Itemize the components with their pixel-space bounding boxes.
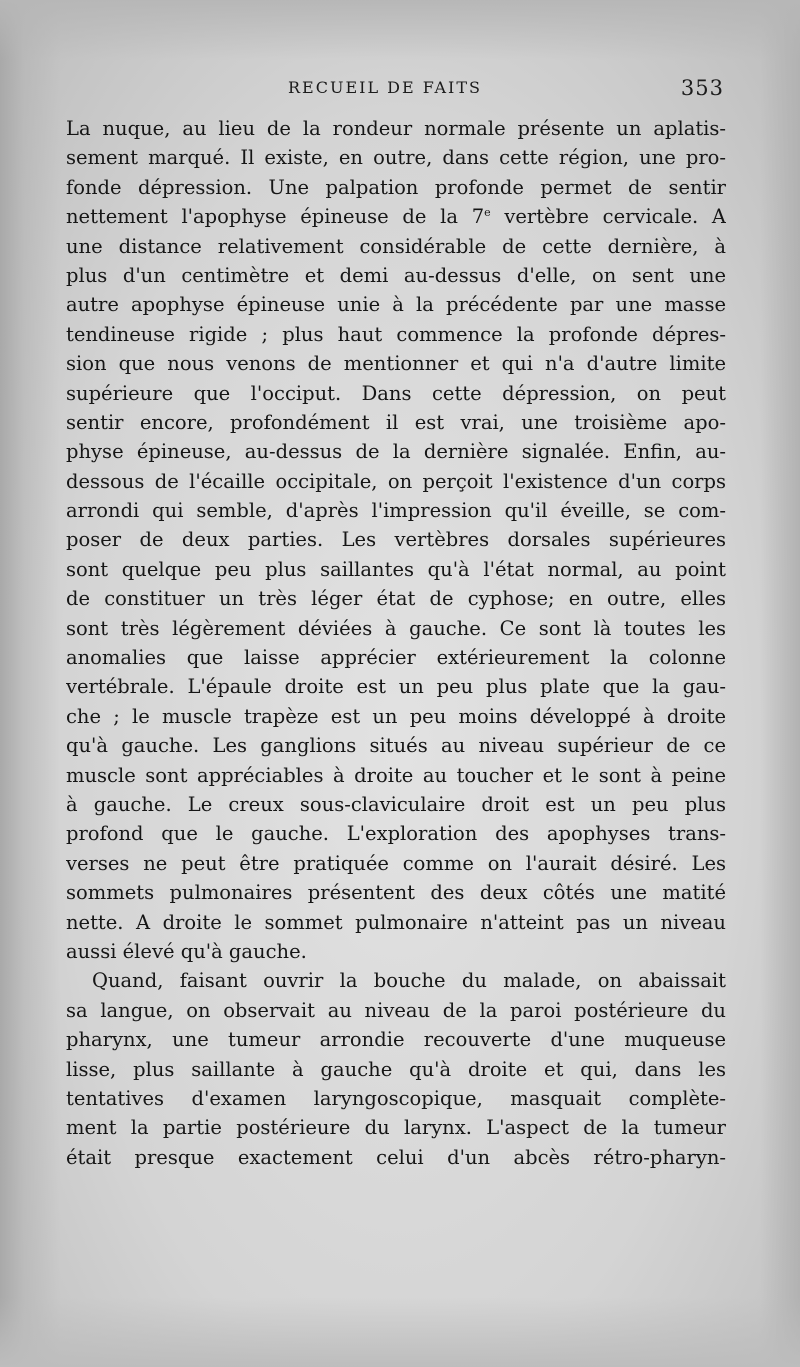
text-line: che ; le muscle trapèze est un peu moins développé à droite xyxy=(66,704,726,728)
text-line: sentir encore, profondément il est vrai, une troisième apo- xyxy=(66,410,726,434)
running-title: RECUEIL DE FAITS xyxy=(288,78,482,97)
text-line: physe épineuse, au-dessus de la dernière signalée. Enfin, au- xyxy=(66,440,726,464)
text-line: sont très légèrement déviées à gauche. Ce sont là toutes les xyxy=(66,616,726,640)
page-shadow-left xyxy=(0,0,60,1367)
text-line: sont quelque peu plus saillantes qu'à l'état normal, au point xyxy=(66,557,726,581)
text-line xyxy=(66,202,726,231)
text-line: anomalies que laisse apprécier extérieurement la colonne xyxy=(66,646,726,670)
paragraph-1 xyxy=(66,114,726,966)
page-shadow-bottom xyxy=(0,1297,800,1367)
text-line: nette. A droite le sommet pulmonaire n'atteint pas un niveau xyxy=(66,910,726,934)
text-line: arrondi qui semble, d'après l'impression qu'il éveille, se com- xyxy=(66,499,726,523)
text-line: supérieure que l'occiput. Dans cette dépression, on peut xyxy=(66,381,726,405)
page-shadow-right xyxy=(760,0,800,1367)
body-text xyxy=(66,114,726,1172)
text-line-start: nettement l'apophyse épineuse de la 7 xyxy=(66,205,485,229)
text-line: sommets pulmonaires présentent des deux côtés une matité xyxy=(66,881,726,905)
text-line: plus d'un centimètre et demi au-dessus d'elle, on sent une xyxy=(66,263,726,287)
text-line: qu'à gauche. Les ganglions situés au niveau supérieur de ce xyxy=(66,734,726,758)
text-line-end: vertèbre cervicale. A xyxy=(490,205,726,229)
paragraph-2 xyxy=(66,966,726,1172)
text-line: vertébrale. L'épaule droite est un peu plus plate que la gau- xyxy=(66,675,726,699)
text-line: tentatives d'examen laryngoscopique, masquait complète- xyxy=(66,1086,726,1110)
text-line: poser de deux parties. Les vertèbres dorsales supérieures xyxy=(66,528,726,552)
text-line: La nuque, au lieu de la rondeur normale présente un aplatis- xyxy=(66,117,726,140)
text-line: aussi élevé qu'à gauche. xyxy=(66,939,307,963)
text-line: verses ne peut être pratiquée comme on l'aurait désiré. Les xyxy=(66,851,726,875)
text-line: était presque exactement celui d'un abcès rétro-pharyn- xyxy=(66,1145,726,1169)
text-line: dessous de l'écaille occipitale, on perçoit l'existence d'un corps xyxy=(66,469,726,493)
text-line: lisse, plus saillante à gauche qu'à droite et qui, dans les xyxy=(66,1057,726,1081)
text-line: muscle sont appréciables à droite au toucher et le sont à peine xyxy=(66,763,726,787)
text-line: de constituer un très léger état de cyphose; en outre, elles xyxy=(66,587,726,611)
text-line: Quand, faisant ouvrir la bouche du malade, on abaissait xyxy=(92,969,726,993)
page-shadow-top xyxy=(0,0,800,60)
ordinal-superscript: e xyxy=(484,206,491,220)
text-line: sa langue, on observait au niveau de la paroi postérieure du xyxy=(66,998,726,1022)
text-line: sion que nous venons de mentionner et qui n'a d'autre limite xyxy=(66,352,726,376)
text-line: profond que le gauche. L'exploration des apophyses trans- xyxy=(66,822,726,846)
text-line: ment la partie postérieure du larynx. L'aspect de la tumeur xyxy=(66,1116,726,1140)
running-head xyxy=(66,76,726,104)
text-line: fonde dépression. Une palpation profonde permet de sentir xyxy=(66,175,726,199)
text-line: autre apophyse épineuse unie à la précédente par une masse xyxy=(66,293,726,317)
text-line: sement marqué. Il existe, en outre, dans cette région, une pro- xyxy=(66,146,726,170)
text-line: tendineuse rigide ; plus haut commence la profonde dépres- xyxy=(66,322,726,346)
text-line: une distance relativement considérable de cette dernière, à xyxy=(66,234,726,258)
text-line: à gauche. Le creux sous-claviculaire droit est un peu plus xyxy=(66,792,726,816)
page-number: 353 xyxy=(680,76,724,100)
text-line: pharynx, une tumeur arrondie recouverte d'une muqueuse xyxy=(66,1028,726,1052)
